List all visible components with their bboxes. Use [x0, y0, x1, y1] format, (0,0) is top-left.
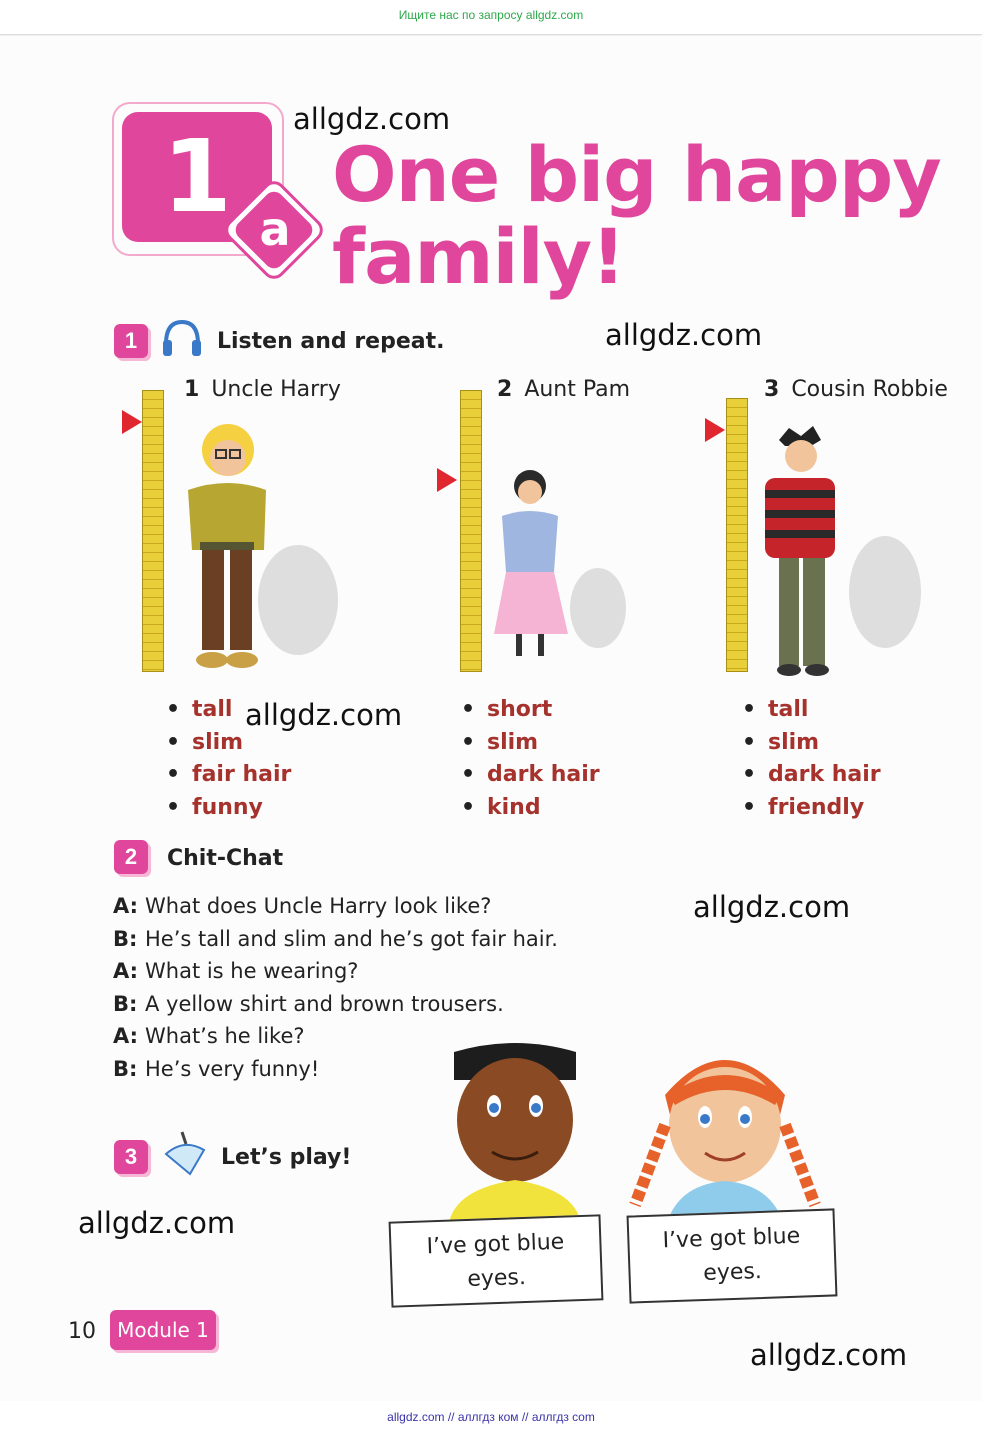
character-3-number: 3	[764, 377, 780, 402]
top-banner	[0, 0, 982, 35]
attribute: • friendly	[742, 792, 881, 825]
badge-number: 1	[162, 118, 232, 235]
height-ruler-1	[142, 390, 164, 672]
attribute: • funny	[166, 792, 291, 825]
speaker: A:	[113, 959, 139, 983]
uncle-harry-illustration	[168, 410, 348, 680]
page-title-line2: family!	[332, 212, 625, 301]
dialogue-line	[113, 923, 558, 956]
attribute: • tall	[166, 694, 291, 727]
character-2-attributes	[461, 694, 600, 824]
height-marker-3	[705, 418, 725, 442]
watermark: allgdz.com	[693, 890, 851, 924]
section-1-number: 1	[114, 324, 148, 358]
character-1-number: 1	[184, 377, 200, 402]
attribute: • slim	[166, 727, 291, 760]
line-text: A yellow shirt and brown trousers.	[145, 991, 504, 1016]
sign-card-2	[627, 1208, 838, 1303]
sign-line-1: I’ve got blue	[662, 1223, 801, 1254]
speaker: A:	[113, 894, 139, 918]
height-ruler-2	[460, 390, 482, 672]
watermark: allgdz.com	[78, 1206, 236, 1240]
attribute: • dark hair	[461, 759, 600, 792]
page-number: 10	[68, 1319, 96, 1344]
dialogue-line	[113, 955, 558, 988]
girl-illustration	[625, 1035, 825, 1230]
section-2-title: Chit-Chat	[167, 846, 284, 871]
character-3-name: Cousin Robbie	[791, 377, 948, 402]
character-2-number: 2	[497, 377, 513, 402]
top-banner-text: Ищите нас по запросу allgdz.com	[398, 8, 584, 22]
watermark: allgdz.com	[605, 318, 763, 352]
watermark: allgdz.com	[750, 1338, 908, 1372]
headphones-icon	[160, 316, 204, 360]
character-1-title	[184, 377, 341, 402]
section-3-number: 3	[114, 1140, 148, 1174]
speaker: A:	[113, 1024, 139, 1048]
page-title-line1: One big happy	[332, 130, 941, 219]
section-1-title: Listen and repeat.	[217, 329, 445, 354]
attribute: • dark hair	[742, 759, 881, 792]
line-text: What is he wearing?	[145, 959, 359, 983]
sign-line-1: I’ve got blue	[426, 1229, 565, 1260]
sign-card-1	[389, 1214, 604, 1307]
cousin-robbie-illustration	[755, 422, 925, 682]
line-text: What does Uncle Harry look like?	[145, 894, 492, 918]
aunt-pam-illustration	[488, 468, 628, 678]
speaker: B:	[113, 991, 138, 1016]
dialogue-line	[113, 988, 558, 1021]
speaker: B:	[113, 926, 138, 951]
attribute: • slim	[461, 727, 600, 760]
attribute: • tall	[742, 694, 881, 727]
badge-letter: a	[259, 202, 291, 256]
line-text: What’s he like?	[145, 1024, 305, 1048]
character-2-title	[497, 377, 630, 402]
speaker: B:	[113, 1056, 138, 1081]
character-3-title	[764, 377, 948, 402]
height-ruler-3	[726, 398, 748, 672]
sign-line-2: eyes.	[702, 1258, 763, 1287]
attribute: • slim	[742, 727, 881, 760]
height-marker-2	[437, 468, 457, 492]
spinning-top-icon	[160, 1130, 208, 1182]
character-3-attributes	[742, 694, 881, 824]
character-2-name: Aunt Pam	[524, 377, 631, 402]
watermark: allgdz.com	[293, 102, 451, 136]
module-label: Module 1	[110, 1310, 216, 1350]
attribute: • short	[461, 694, 600, 727]
line-text: He’s tall and slim and he’s got fair hair.	[145, 926, 558, 951]
section-3-title: Let’s play!	[221, 1145, 352, 1170]
attribute: • kind	[461, 792, 600, 825]
dialogue-line	[113, 890, 558, 923]
sign-line-2: eyes.	[466, 1264, 527, 1293]
section-2-number: 2	[114, 840, 148, 874]
line-text: He’s very funny!	[145, 1056, 320, 1081]
character-1-name: Uncle Harry	[211, 377, 341, 402]
boy-illustration	[430, 1040, 600, 1230]
height-marker-1	[122, 410, 142, 434]
footer-links: allgdz.com // аллгдз ком // аллгдз com	[387, 1410, 595, 1424]
attribute: • fair hair	[166, 759, 291, 792]
watermark: allgdz.com	[245, 698, 403, 732]
